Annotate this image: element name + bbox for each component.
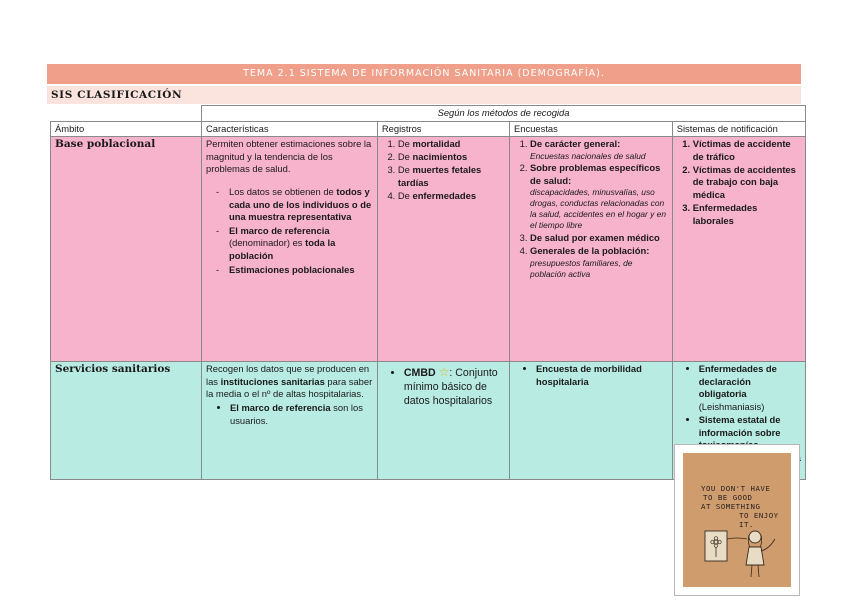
picture-quote: YOU DON'T HAVE TO BE GOOD AT SOMETHING TO ENJOY IT. bbox=[701, 484, 779, 529]
list-item: 4. De enfermedades bbox=[398, 190, 505, 203]
section-subtitle: SIS CLASIFICACIÓN bbox=[47, 86, 801, 104]
list-item: • El marco de referencia son los usuarios. bbox=[230, 402, 373, 427]
classification-table bbox=[50, 105, 806, 480]
list-item: 2. Sobre problemas específicos de salud: discapacidades, minusvalías, uso drogas, conductas relacionadas con la salud, accidentes en el hogar y en el tiempo libre bbox=[530, 162, 668, 231]
column-header-caracteristicas: Características bbox=[202, 121, 378, 137]
registros-cell bbox=[377, 362, 509, 480]
notificacion-list bbox=[677, 138, 801, 227]
list-item: • Sistema estatal de información sobre bbox=[699, 414, 801, 452]
group-header: Según los métodos de recogida bbox=[202, 106, 806, 122]
encuestas-list bbox=[514, 363, 668, 388]
caracteristicas-list bbox=[206, 186, 373, 276]
document-title: TEMA 2.1 SISTEMA DE INFORMACIÓN SANITARIA (DEMOGRAFÍA). bbox=[47, 64, 801, 84]
list-item: 1. De carácter general: Encuestas nacionales de salud bbox=[530, 138, 668, 162]
girl-with-flower-drawing bbox=[703, 527, 783, 583]
motivational-picture-frame bbox=[674, 444, 800, 596]
encuestas-list bbox=[514, 138, 668, 279]
caracteristicas-intro: Permiten obtener estimaciones sobre la magnitud y la tendencia de los problemas de salud. bbox=[206, 138, 372, 175]
motivational-picture bbox=[683, 453, 791, 587]
encuestas-cell bbox=[510, 137, 673, 362]
column-header-ambito: Ámbito bbox=[51, 121, 202, 137]
list-item: 2. Víctimas de accidentes de trabajo con baja médica bbox=[693, 164, 801, 202]
list-item: • Enfermedades de declaración obligatoria (Leishmaniasis) bbox=[699, 363, 801, 413]
caracteristicas-cell bbox=[202, 137, 378, 362]
row-label-cell bbox=[51, 362, 202, 480]
table-row bbox=[51, 137, 806, 362]
list-item: • Encuesta de morbilidad hospitalaria bbox=[536, 363, 668, 388]
list-item: 3. Enfermedades laborales bbox=[693, 202, 801, 227]
column-header-encuestas: Encuestas bbox=[510, 121, 673, 137]
registros-list bbox=[382, 365, 505, 408]
notificacion-cell bbox=[672, 137, 805, 362]
list-item: - El marco de referencia (denominador) es toda la población bbox=[216, 225, 373, 263]
list-item: - Estimaciones poblacionales bbox=[216, 264, 373, 277]
column-header-row bbox=[51, 121, 806, 137]
list-item: 1. Víctimas de accidente de tráfico bbox=[693, 138, 801, 163]
registros-list bbox=[382, 138, 505, 202]
list-item: 3. De muertes fetales tardías bbox=[398, 164, 505, 189]
row-label: Servicios sanitarios bbox=[55, 363, 171, 376]
list-item: - Los datos se obtienen de todos y cada uno de los individuos o de una muestra representativa bbox=[216, 186, 373, 224]
list-item: 2. De nacimientos bbox=[398, 151, 505, 164]
empty-corner-cell bbox=[51, 106, 202, 122]
list-item: 3. De salud por examen médico bbox=[530, 232, 668, 245]
column-header-registros: Registros bbox=[377, 121, 509, 137]
caracteristicas-list bbox=[206, 402, 373, 427]
list-item: • CMBD ☆: Conjunto mínimo básico de datos hospitalarios bbox=[404, 365, 505, 408]
caracteristicas-intro: Recogen los datos que se producen en las instituciones sanitarias para saber la media o el nº de altas hospitalarias. bbox=[206, 363, 373, 400]
list-item: 4. Generales de la población: presupuestos familiares, de población activa bbox=[530, 245, 668, 280]
list-item: 1. De mortalidad bbox=[398, 138, 505, 151]
star-icon: ☆ bbox=[438, 365, 450, 380]
row-label-cell bbox=[51, 137, 202, 362]
row-label: Base poblacional bbox=[55, 138, 156, 151]
column-header-notificacion: Sistemas de notificación bbox=[672, 121, 805, 137]
encuestas-cell bbox=[510, 362, 673, 480]
registros-cell bbox=[377, 137, 509, 362]
caracteristicas-cell bbox=[202, 362, 378, 480]
